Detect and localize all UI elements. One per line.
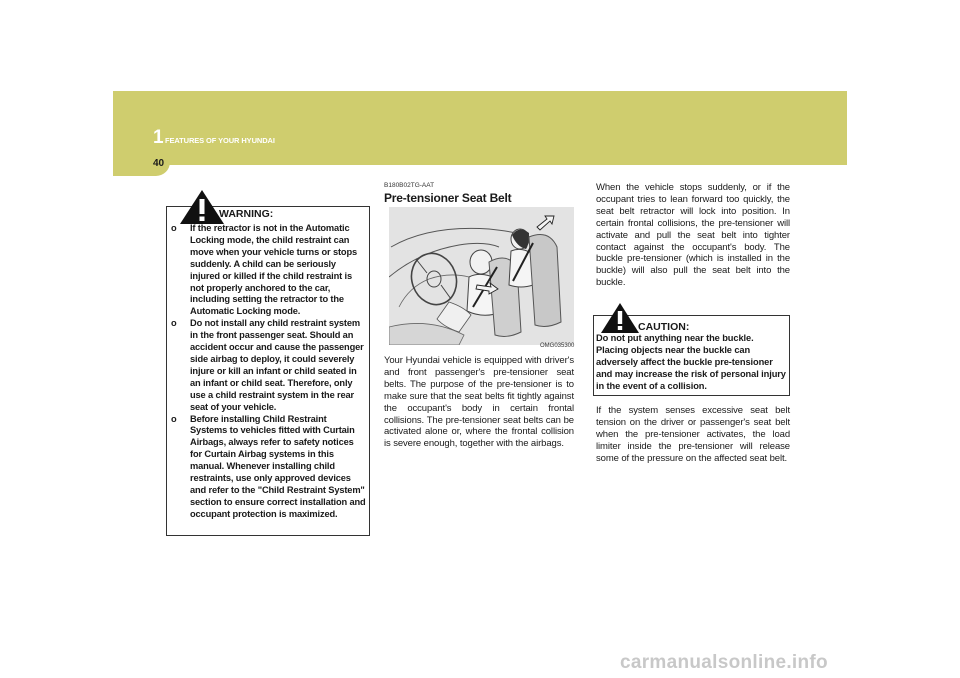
right-paragraph-2: If the system senses excessive seat belt tension on the driver or passenger's seat belt when the pre-tensioner activates, the load limiter inside the pre-tensioner will release some of the pressure on the affected seat belt. xyxy=(596,405,790,464)
figure-id: OMG035300 xyxy=(540,343,575,349)
list-item xyxy=(170,414,366,521)
bullet: o xyxy=(171,413,177,424)
section-body: Your Hyundai vehicle is equipped with driver's and front passenger's pre-tensioner seat belts. The purpose of the pre-tensioner is to make sure that the seat belts fit tightly against the occupant's body in certain frontal collisions. The pre-tensioner seat belts can be activated alone or, where the frontal collision is severe enough, together with the airbags. xyxy=(384,355,574,450)
right-paragraph-1: When the vehicle stops suddenly, or if the occupant tries to lean forward too quickly, the seat belt retractor will lock into position. In certain frontal collisions, the pre-tensioner will activate and pull the seat belt into tighter contact against the occupant's body. The buckle pre-tensioner (which is installed in the buckle) will also pull the seat belt into the buckle. xyxy=(596,182,790,289)
caution-title: CAUTION: xyxy=(638,321,690,333)
list-item xyxy=(170,223,366,318)
warning-item-text: Do not install any child restraint system in the front passenger seat. Should an accident occur and cause the passenger side airbag to deploy, it could severely injure or kill an infant or child seated in an infant or child seat. Therefore, only use a child restraint system in the rear seat of your vehicle. xyxy=(190,318,364,412)
pretensioner-illustration xyxy=(389,207,574,345)
warning-title: WARNING: xyxy=(219,208,274,220)
section-code: B180B02TG-AAT xyxy=(384,182,435,189)
watermark[interactable]: carmanualsonline.info xyxy=(620,652,828,673)
warning-list xyxy=(170,223,366,521)
chapter-number: 1 xyxy=(153,127,164,148)
page-number: 40 xyxy=(153,158,165,169)
exclamation-triangle-icon xyxy=(600,302,640,334)
bullet: o xyxy=(171,318,177,329)
warning-item-text: Before installing Child Restraint Systems to vehicles fitted with Curtain Airbags, always refer to safety notices for Curtain Airbag systems in this manual. Whenever installing child restraints, use only approved devices and refer to the "Child Restraint System" section to ensure correct installation and occupant protection is maximized. xyxy=(190,413,366,519)
header-band xyxy=(113,91,847,165)
bullet: o xyxy=(171,223,177,233)
warning-item-text: If the retractor is not in the Automatic Locking mode, the child restraint can move when your vehicle turns or stops suddenly. A child can be seriously injured or killed if the child restraint is not properly anchored to the car, including setting the retractor to the Automatic Locking mode. xyxy=(190,223,358,317)
chapter-title: FEATURES OF YOUR HYUNDAI xyxy=(165,136,275,145)
caution-text: Do not put anything near the buckle. Placing objects near the buckle can adversely affect the buckle pre-tensioner and may increase the risk of personal injury in the event of a collision. xyxy=(596,333,786,391)
list-item xyxy=(170,318,366,413)
section-heading: Pre-tensioner Seat Belt xyxy=(384,191,512,205)
